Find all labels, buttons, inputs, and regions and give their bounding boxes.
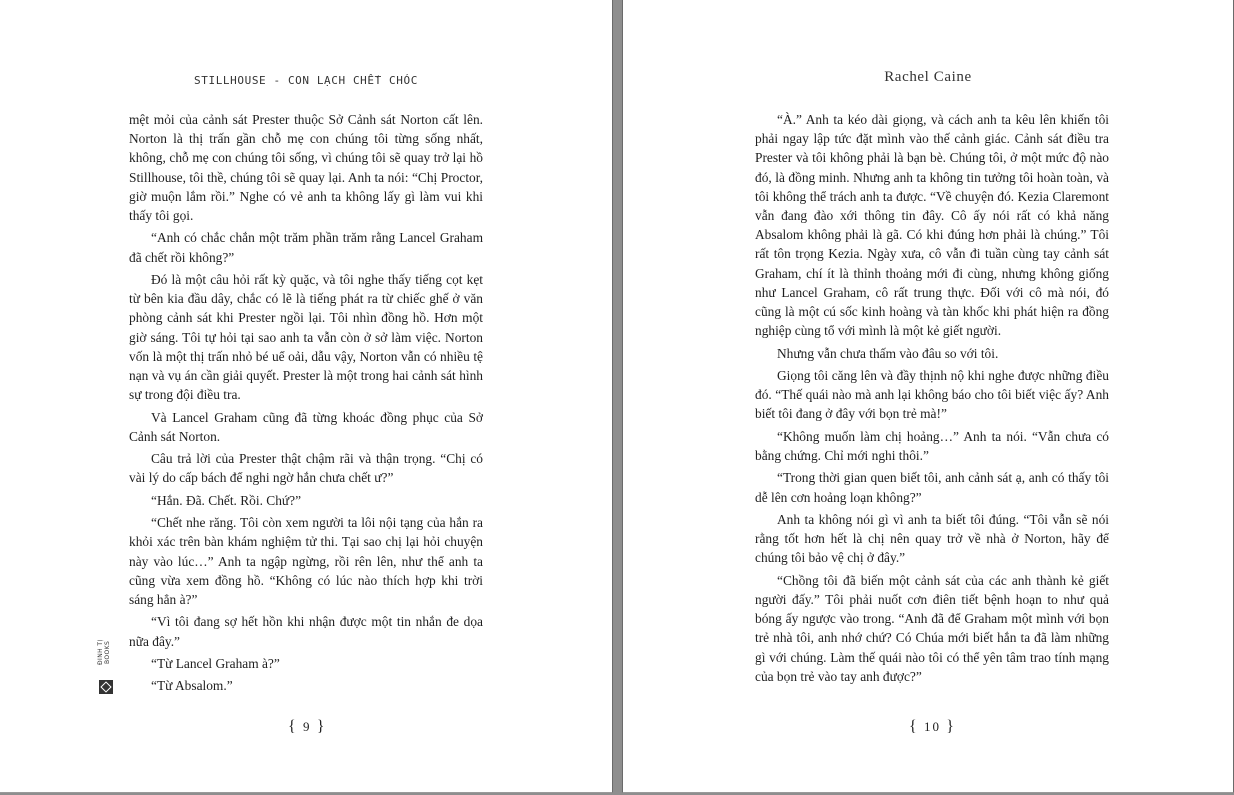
paragraph: “Hắn. Đã. Chết. Rồi. Chứ?” [151,492,302,508]
paragraph: mệt mỏi của cảnh sát Prester thuộc Sở Cảnh sát Norton cất lên. Norton là thị trấn gần chỗ mẹ con chúng tôi từng sống nhất, không, chỗ mẹ con chúng tôi sống, vì chúng tôi sẽ quay trở lại hồ Stillhouse, tôi thề, chúng tôi sẽ quay lại. Anh ta nói: “Chị Proctor, giờ muộn lắm rồi.” Nghe có vẻ anh ta không lấy gì làm vui khi thấy tôi gọi. [129,112,483,224]
paragraph: “Từ Lancel Graham à?” [151,655,280,671]
paragraph: Đó là một câu hỏi rất kỳ quặc, và tôi nghe thấy tiếng cọt kẹt từ bên kia đầu dây, chắc có lẽ là tiếng phát ra từ chiếc ghế ở văn phòng cảnh sát khi Prester ngồi lại. Tôi nhìn đồng hồ. Hơn một giờ sáng. Tôi tự hỏi tại sao anh ta vẫn còn ở sở làm việc. Norton vốn là một thị trấn nhỏ bé uể oải, dẫu vậy, Norton vẫn có nhiều tệ nạn và vụ án cần giải quyết. Prester là một trong hai cảnh sát hình sự trong đội điều tra. [129,272,483,403]
paragraph: Câu trả lời của Prester thật chậm rãi và thận trọng. “Chị có vài lý do cấp bách để nghi ngờ hắn chưa chết ư?” [129,451,483,486]
paragraph: Nhưng vẫn chưa thấm vào đâu so với tôi. [777,345,999,361]
paragraph: “Trong thời gian quen biết tôi, anh cảnh sát ạ, anh có thấy tôi dễ lên cơn hoảng loạn không?” [755,470,1109,505]
paragraph: “À.” Anh ta kéo dài giọng, và cách anh ta kêu lên khiến tôi phải ngay lập tức đặt mình vào thế cảnh giác. Cảnh sát điều tra Prester và tôi không phải là bạn bè. Chúng tôi, ở một mức độ nào đó, là đồng minh. Nhưng anh ta không tin tưởng tôi hoàn toàn, và tôi không thể trách anh ta được. “Về chuyện đó. Kezia Claremont vẫn đang đào xới thông tin đây. Cô ấy nói rất có khả năng Absalom không phải là gã. Có khi đúng hơn phải là chúng.” Tôi rất tôn trọng Kezia. Ngày xưa, cô vẫn đi tuần cùng tay cảnh sát Graham, chí ít là thỉnh thoảng mới đi cùng, nhưng không giống như Lancel Graham, cô rất trung thực. Đối với cô mà nói, đó cũng là một cú sốc kinh hoàng và tàn khốc khi phát hiện ra đồng nghiệp cùng tổ với mình là một kẻ giết người. [755,112,1109,339]
publisher-name: ĐINH TỊ BOOKS [97,639,111,665]
paragraph: Anh ta không nói gì vì anh ta biết tôi đúng. “Tôi vẫn sẽ nói rằng tốt hơn hết là chị nên quay trở về nhà ở Norton, hãy để chúng tôi bảo vệ chị ở đây.” [755,512,1109,566]
paragraph: “Chồng tôi đã biến một cảnh sát của các anh thành kẻ giết người đấy.” Tôi phải nuốt cơn điên tiết bệnh hoạn to như quả bóng ấy ngược vào trong. “Anh đã để Graham một mình với bọn trẻ nhà tôi, anh nhớ chứ? Có Chúa mới biết hắn ta đã làm những gì với chúng. Làm thế quái nào tôi có thể yên tâm trao tính mạng của bọn trẻ vào tay anh được?” [755,572,1109,684]
page-number-value: 9 [302,719,312,734]
running-header-author: Rachel Caine [884,69,972,85]
right-page-body [755,110,1109,689]
right-page [622,0,1234,793]
publisher-mark [97,628,119,696]
paragraph: “Anh có chắc chắn một trăm phần trăm rằng Lancel Graham đã chết rồi không?” [129,230,483,265]
left-page [0,0,613,793]
running-header-book-title: STILLHOUSE - CON LẠCH CHẾT CHÓC [194,74,418,87]
page-number-value: 10 [923,719,941,734]
paragraph: “Từ Absalom.” [151,678,233,694]
publisher-logo-icon [99,680,113,694]
paragraph: Và Lancel Graham cũng đã từng khoác đồng phục của Sở Cảnh sát Norton. [129,409,483,444]
page-number: { 10 } [909,718,956,735]
paragraph: “Chết nhe răng. Tôi còn xem người ta lôi nội tạng của hắn ra khỏi xác trên bàn khám nghiệm tử thi. Tại sao chị lại hỏi chuyện này vào lúc…” Anh ta ngập ngừng, rồi rên lên, như thể anh ta cũng vừa xem đồng hồ. “Không có lúc nào thích hợp khi trời sáng hẳn à?” [129,515,483,607]
paragraph: “Không muốn làm chị hoảng…” Anh ta nói. “Vẫn chưa có bằng chứng. Chỉ mới nghi thôi.” [755,428,1109,464]
paragraph: Giọng tôi căng lên và đầy thịnh nộ khi nghe được những điều đó. “Thế quái nào mà anh lại không báo cho tôi biết việc ấy? Anh biết tôi đang ở đây với bọn trẻ mà!” [755,368,1109,422]
page-gutter [614,0,622,795]
page-number: { 9 } [288,718,327,735]
left-page-body [129,110,483,699]
paragraph: “Vì tôi đang sợ hết hồn khi nhận được một tin nhắn đe dọa nữa đây.” [129,614,483,649]
